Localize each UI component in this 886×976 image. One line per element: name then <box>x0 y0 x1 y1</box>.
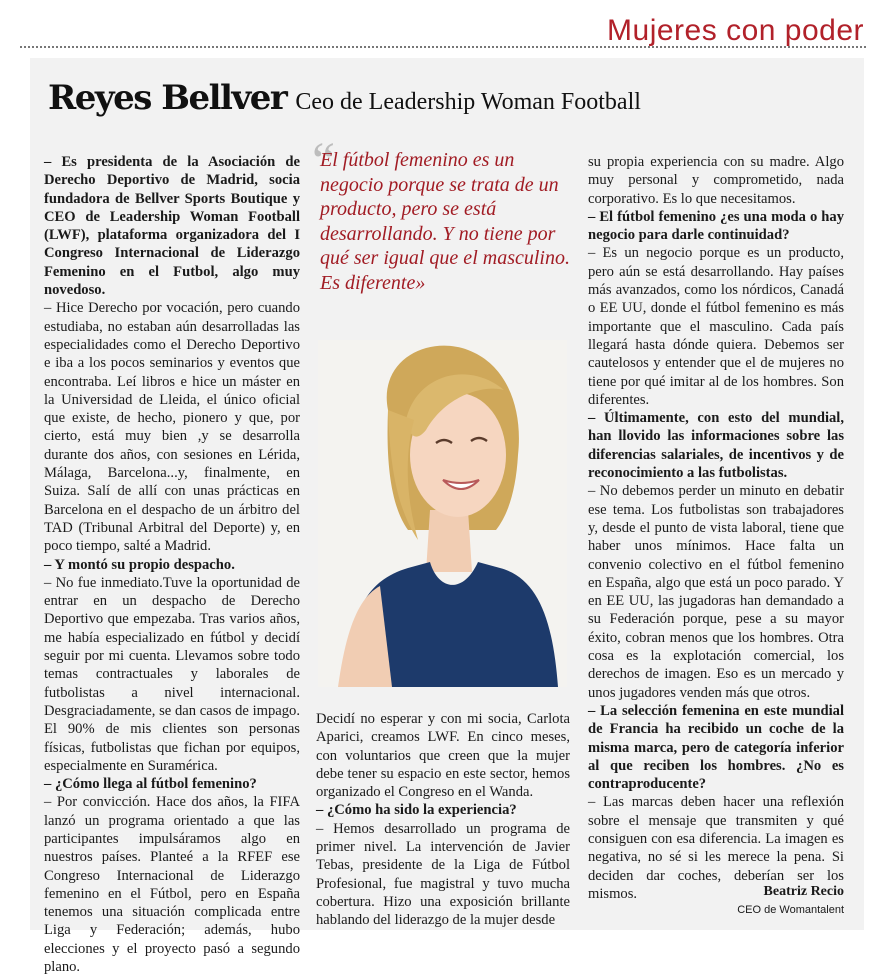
portrait-illustration <box>318 340 567 687</box>
author-name: Beatriz Recio <box>763 884 844 899</box>
headline <box>48 78 641 118</box>
answer-paragraph: – Es un negocio porque es un producto, pero aún se está desarrollando. Hay países más avanzados, como los nórdicos, Canadá o EE UU, donde el fútbol femenino es más importante que el masculino. Cada país llegará hasta dónde quiera. Debemos ser cautelosos y entender que el de mujeres no tiene por qué imitar al de los hombres. Son diferentes. <box>588 245 844 408</box>
interviewee-name: Reyes Bellver <box>48 78 287 118</box>
section-tag: Mujeres con poder <box>607 14 864 47</box>
answer-paragraph: – Las marcas deben hacer una reflexión sobre el mensaje que transmiten y qué consiguen con esa diferencia. La imagen es negativa, no sé si les merece la pena. Si deciden dar coches, deberían ser los mismos. <box>588 794 844 902</box>
question-paragraph: – ¿Cómo llega al fútbol femenino? <box>44 776 257 793</box>
pull-quote: El fútbol femenino es un negocio porque se trata de un producto, pero se está desarrollando. Y no tiene por qué ser igual que el masculino. Es diferente» <box>320 149 570 294</box>
question-paragraph: – Es presidenta de la Asociación de Derecho Deportivo de Madrid, socia fundadora de Bellver Sports Boutique y CEO de Leadership Woman Football (LWF), plataforma organizadora del I Congreso Internacional de Liderazgo Femenino en el Futbol, algo muy novedoso. <box>44 154 300 299</box>
answer-paragraph: – No debemos perder un minuto en debatir ese tema. Los futbolistas son trabajadores y, desde el punto de vista laboral, tiene que haber unos mínimos. Hace falta un convenio colectivo en el fútbol femenino en España, algo que está un poco parado. Y en EE UU, las jugadoras han demandado a su Federación porque, pese a su mayor éxito, cobran menos que los hombres. Otra cosa es la explotación comercial, los derechos de imagen. Eso es un mercado y unos jugadores venden más que otros. <box>588 483 844 701</box>
author-role: CEO de Womantalent <box>737 904 844 916</box>
answer-paragraph: – Por convicción. Hace dos años, la FIFA lanzó un programa orientado a que las participantes impulsáramos algo en nuestros países. Planteé a la RFEF ese Congreso Internacional de Liderazgo femenino en el Fútbol, pero en España tenemos una situación complicada entre Liga y Federación; además, hubo elecciones y el proyecto pasó a segundo plano. <box>44 794 300 976</box>
answer-paragraph: – Hemos desarrollado un programa de primer nivel. La intervención de Javier Tebas, presidente de la Liga de Fútbol Profesional, fue magistral y tuvo mucha cobertura. Hizo una exposición brillante hablando del liderazgo de la mujer desde <box>316 820 570 929</box>
answer-paragraph: Decidí no esperar y con mi socia, Carlota Aparici, creamos LWF. En cinco meses, con voluntarios que creen que la mujer debe tener su espacio en este sector, hemos organizado el Congreso en el Wanda. <box>316 711 570 801</box>
question-paragraph: – El fútbol femenino ¿es una moda o hay negocio para darle continuidad? <box>588 208 844 244</box>
question-paragraph: – Últimamente, con esto del mundial, han llovido las informaciones sobre las diferencias salariales, de incentivos y de reconocimiento a las futbolistas. <box>588 410 844 482</box>
column-2 <box>316 710 570 930</box>
answer-paragraph: su propia experiencia con su madre. Algo muy personal y comprometido, nada corporativo. Es lo que necesitamos. <box>588 154 844 207</box>
header-rule <box>20 46 866 48</box>
answer-paragraph: – No fue inmediato.Tuve la oportunidad de entrar en un despacho de Derecho Deportivo que empezaba. Tras varios años, me había especializado en fútbol y decidí seguir por mi cuenta. Llevamos sobre todo temas contractuales y laborales de futbolistas a nivel internacional. Desgraciadamente, se dan casos de impago. El 90% de mis clientes son personas físicas, futbolistas que fichan por equipos, especialmente en Suramérica. <box>44 574 300 774</box>
column-3 <box>588 153 844 903</box>
quote-mark-icon: “ <box>312 133 336 190</box>
portrait-photo <box>318 340 567 687</box>
answer-paragraph: – Hice Derecho por vocación, pero cuando estudiaba, no estaban aún desarrolladas las especialidades como el Derecho Deportivo e iba a los pocos seminarios y eventos que encontraba. Leí libros e hice un máster en la Universidad de Lleida, el único oficial que existe, de hecho, pionero y que, por cierto, está muy bien ,y se desarrolla durante dos años, con sesiones en Lérida, Málaga, Barcelona...y, finalmente, en Suiza. Salí de allí con unas prácticas en Barcelona en el despacho de un árbitro del TAD (Tribunal Arbitral del Deporte) y, en poco tiempo, salté a Madrid. <box>44 300 300 555</box>
question-paragraph: – La selección femenina en este mundial de Francia ha recibido un coche de la misma marca, pero de categoría inferior al que reciben los hombres. ¿No es contraproducente? <box>588 702 844 793</box>
question-paragraph: – Y montó su propio despacho. <box>44 556 235 573</box>
question-paragraph: – ¿Cómo ha sido la experiencia? <box>316 802 517 819</box>
column-1 <box>44 153 300 976</box>
interviewee-role: Ceo de Leadership Woman Football <box>295 89 641 115</box>
